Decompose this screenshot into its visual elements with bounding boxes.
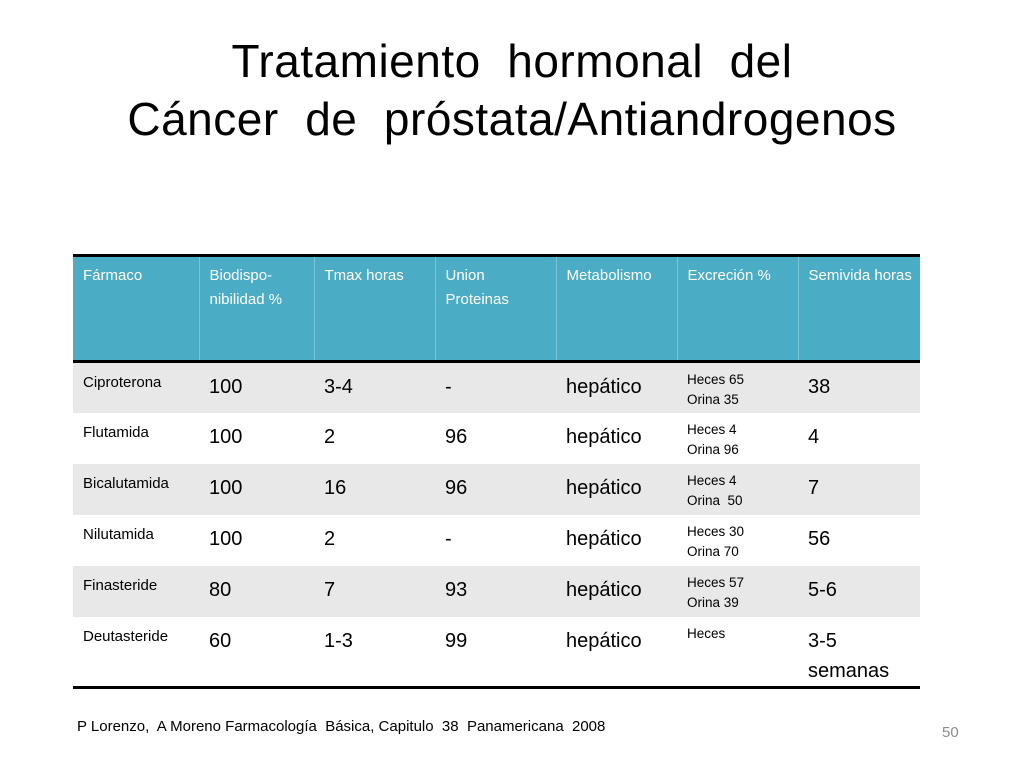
half-life: 38 [798,362,920,413]
bioavailability: 100 [199,362,314,413]
header-metabolismo: Metabolismo [556,256,677,362]
table-row [73,413,920,464]
tmax: 2 [314,413,435,464]
protein-binding: 96 [435,464,556,515]
metabolism: hepático [556,617,677,688]
excretion-urine: Orina 96 [687,441,739,457]
excretion [677,362,798,413]
drug-name: Flutamida [73,413,199,464]
table-row [73,515,920,566]
half-life: 4 [798,413,920,464]
bioavailability: 100 [199,413,314,464]
table-row [73,566,920,617]
bioavailability: 100 [199,515,314,566]
table-row [73,464,920,515]
metabolism: hepático [556,515,677,566]
table-row [73,362,920,413]
tmax: 16 [314,464,435,515]
tmax: 3-4 [314,362,435,413]
drug-name: Ciproterona [73,362,199,413]
tmax: 7 [314,566,435,617]
bioavailability: 80 [199,566,314,617]
slide-title [0,32,1024,148]
table-row [73,617,920,688]
protein-binding: 99 [435,617,556,688]
tmax: 2 [314,515,435,566]
antiandrogen-table [73,254,920,689]
header-semivida: Semivida horas [798,256,920,362]
protein-binding: 96 [435,413,556,464]
header-excrecion: Excreción % [677,256,798,362]
excretion-feces: Heces 57 [687,574,745,590]
protein-binding: - [435,362,556,413]
half-life: 7 [798,464,920,515]
drug-name: Finasteride [73,566,199,617]
half-life: 56 [798,515,920,566]
header-union-proteinas: Union Proteinas [435,256,556,362]
metabolism: hepático [556,413,677,464]
header-farmaco: Fármaco [73,256,199,362]
title-line-2: Cáncer de próstata/Antiandrogenos [127,93,897,145]
half-life: 5-6 [798,566,920,617]
excretion-urine: Orina 50 [687,492,743,508]
metabolism: hepático [556,464,677,515]
excretion-feces: Heces 65 [687,372,745,387]
metabolism: hepático [556,566,677,617]
metabolism: hepático [556,362,677,413]
excretion [677,617,798,688]
drug-name: Nilutamida [73,515,199,566]
drug-name: Deutasteride [73,617,199,688]
protein-binding: - [435,515,556,566]
excretion-urine: Orina 39 [687,594,739,610]
excretion [677,464,798,515]
half-life: 3-5 semanas [798,617,920,688]
citation: P Lorenzo, A Moreno Farmacología Básica, Capitulo 38 Panamericana 2008 [77,718,606,735]
bioavailability: 100 [199,464,314,515]
page-number: 50 [942,724,959,741]
excretion [677,515,798,566]
excretion-urine: Orina 35 [687,392,739,407]
protein-binding: 93 [435,566,556,617]
excretion [677,413,798,464]
excretion-feces: Heces [687,625,726,641]
table-header-row [73,256,920,362]
header-biodisponibilidad: Biodispo-nibilidad % [199,256,314,362]
bioavailability: 60 [199,617,314,688]
tmax: 1-3 [314,617,435,688]
title-line-1: Tratamiento hormonal del [231,35,793,87]
excretion-urine: Orina 70 [687,543,739,559]
drug-name: Bicalutamida [73,464,199,515]
header-tmax: Tmax horas [314,256,435,362]
excretion-feces: Heces 30 [687,523,745,539]
excretion-feces: Heces 4 [687,472,737,488]
excretion [677,566,798,617]
excretion-feces: Heces 4 [687,421,737,437]
